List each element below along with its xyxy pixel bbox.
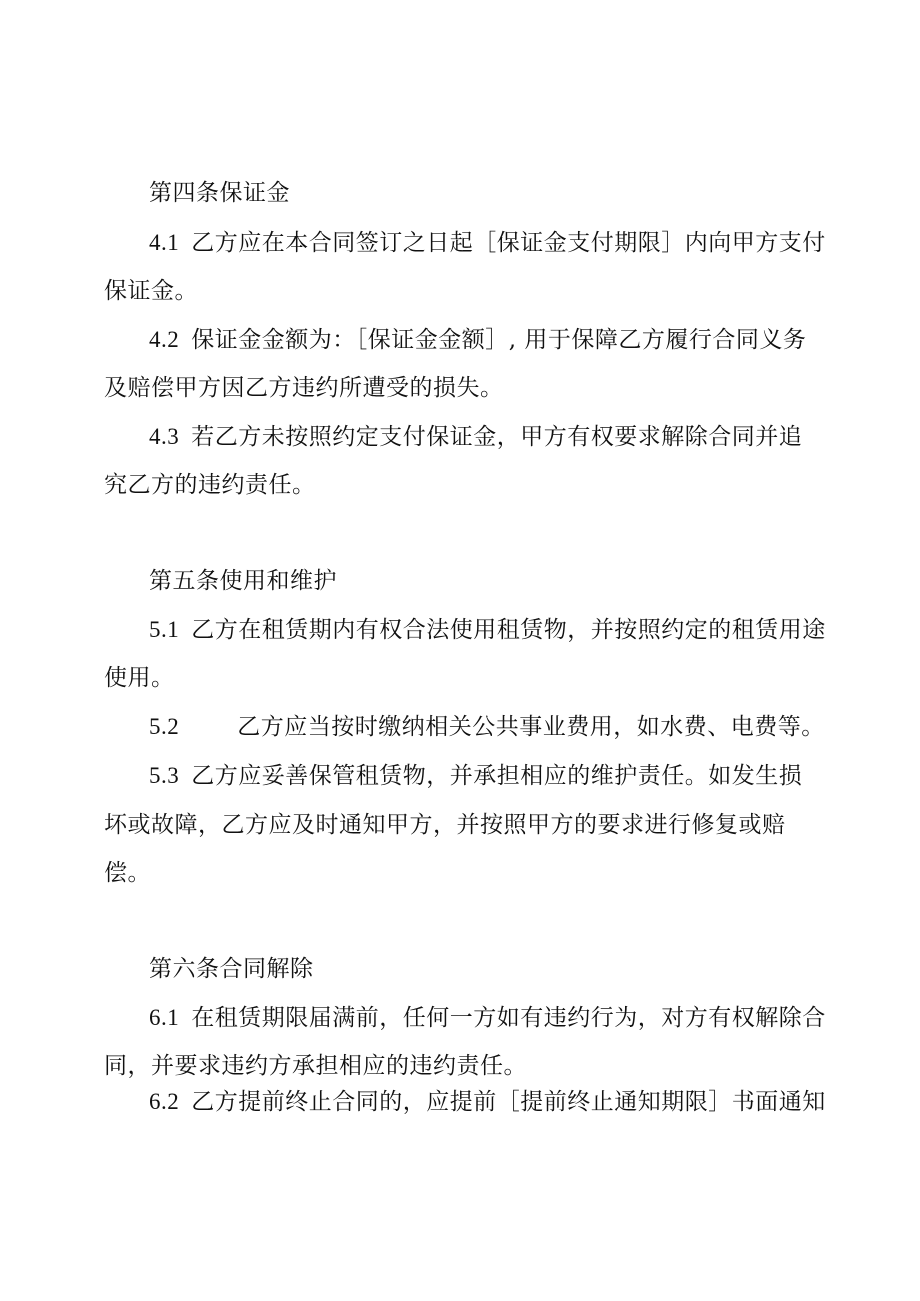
clause-line: 同，并要求违约方承担相应的违约责任。 xyxy=(104,1053,527,1079)
clause-line: 究乙方的违约责任。 xyxy=(104,472,316,498)
clause-line: 及赔偿甲方因乙方违约所遭受的损失。 xyxy=(104,375,504,401)
clause-line xyxy=(149,1087,826,1117)
clause-line xyxy=(149,615,826,645)
clause-text: 乙方提前终止合同的，应提前［提前终止通知期限］书面通知 xyxy=(191,1089,826,1115)
clause-line xyxy=(149,712,825,742)
clause-number: 5.1 xyxy=(149,617,180,642)
clause-text: 乙方应在本合同签订之日起［保证金支付期限］内向甲方支付 xyxy=(191,230,826,256)
clause-line xyxy=(149,325,806,355)
section-heading: 第四条保证金 xyxy=(149,180,290,206)
clause-line xyxy=(149,228,826,258)
clause-text: 乙方应当按时缴纳相关公共事业费用，如水费、电费等。 xyxy=(237,714,825,740)
section-heading: 第六条合同解除 xyxy=(149,956,314,982)
clause-number: 4.2 xyxy=(149,327,180,352)
clause-text: 乙方应妥善保管租赁物，并承担相应的维护责任。如发生损 xyxy=(191,763,803,789)
clause-text: 保证金金额为：［保证金金额］, 用于保障乙方履行合同义务 xyxy=(191,327,807,353)
clause-line xyxy=(149,761,802,791)
clause-line: 使用。 xyxy=(104,665,175,691)
clause-text: 在租赁期限届满前，任何一方如有违约行为，对方有权解除合 xyxy=(191,1005,826,1031)
clause-line xyxy=(149,1003,826,1033)
clause-number: 6.1 xyxy=(149,1005,180,1030)
clause-line xyxy=(149,422,802,452)
clause-line: 偿。 xyxy=(104,860,151,886)
clause-number: 4.1 xyxy=(149,230,180,255)
clause-number: 5.3 xyxy=(149,763,180,788)
clause-text: 若乙方未按照约定支付保证金，甲方有权要求解除合同并追 xyxy=(191,424,803,450)
clause-number: 6.2 xyxy=(149,1089,180,1114)
clause-line: 坏或故障，乙方应及时通知甲方，并按照甲方的要求进行修复或赔 xyxy=(104,812,786,838)
clause-number: 5.2 xyxy=(149,714,180,739)
clause-number: 4.3 xyxy=(149,424,180,449)
clause-line: 保证金。 xyxy=(104,278,198,304)
clause-text: 乙方在租赁期内有权合法使用租赁物，并按照约定的租赁用途 xyxy=(191,617,826,643)
section-heading: 第五条使用和维护 xyxy=(149,568,337,594)
